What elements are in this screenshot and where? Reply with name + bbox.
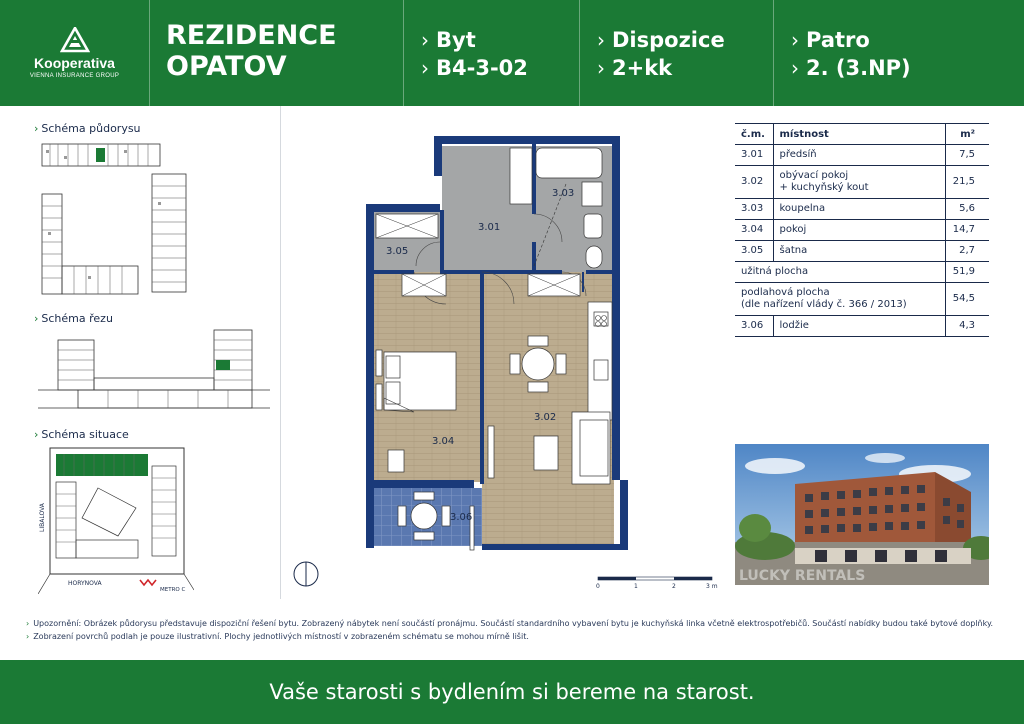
building-image [735,444,989,585]
schema-pudorys-label: › Schéma půdorysu [34,122,141,135]
table-header-row [735,124,989,145]
chevron-right-icon: › [26,632,30,641]
schema-rez-label: › Schéma řezu [34,312,113,325]
dispozice-label: Dispozice [612,28,725,52]
table-row-podlahova: podlahová plocha (dle nařízení vlády č. 366 / 2013) 54,5 [735,283,989,316]
photo-watermark: LUCKY RENTALS [739,568,866,584]
col-header-room: místnost [773,124,945,145]
patro-value: 2. (3.NP) [806,56,911,80]
room-label-302: 3.02 [534,412,557,423]
chevron-right-icon: › [791,56,799,80]
project-title [150,0,404,106]
logo-name: Kooperativa [34,55,115,71]
dispozice-info [580,0,774,106]
scale-1: 1 [634,583,638,590]
room-label-304: 3.04 [432,436,455,447]
chevron-right-icon: › [597,28,605,52]
chevron-right-icon: › [597,56,605,80]
col-header-area: m² [945,124,989,145]
floor-plan-drawing [282,106,732,599]
col-header-no: č.m. [735,124,773,145]
title-line2: OPATOV [166,51,287,82]
street-west-label: LIBALOVA [39,503,46,532]
footer [0,660,1024,724]
metro-icon [140,580,156,585]
site-schema [38,444,194,594]
chevron-right-icon: › [791,28,799,52]
room-label-301: 3.01 [478,222,501,233]
kooperativa-logo-icon [60,27,90,53]
schema-situace-label: › Schéma situace [34,428,129,441]
chevron-right-icon: › [34,428,39,441]
room-label-303: 3.03 [552,188,575,199]
room-label-305: 3.05 [386,246,409,257]
table-row: 3.03 koupelna 5,6 [735,199,989,220]
note-line-1: › Upozornění: Obrázek půdorysu představuje dispoziční řešení bytu. Zobrazený nábytek není součástí pronájmu. Součástí standardního vybavení bytu je kuchyňská linka včetně elektrospotřebičů. Součástí nabídky budou také bytové doplňky. [26,619,994,628]
scale-0: 0 [596,583,600,590]
table-row: 3.04 pokoj 14,7 [735,220,989,241]
header [0,0,1024,106]
patro-label: Patro [806,28,870,52]
table-row: 3.05 šatna 2,7 [735,241,989,262]
footer-slogan: Vaše starosti s bydlením si bereme na starost. [269,680,755,704]
logo-sub: VIENNA INSURANCE GROUP [29,73,120,79]
north-arrow-icon [294,562,318,586]
logo [0,0,150,106]
table-row: 3.06 lodžie 4,3 [735,316,989,337]
patro-info [774,0,1024,106]
scale-3: 3 m [706,583,718,590]
table-row-uzitna: užitná plocha 51,9 [735,262,989,283]
room-table [735,123,989,337]
byt-label: Byt [436,28,476,52]
floor-plan [282,106,732,599]
disclaimer-notes [26,617,1006,643]
chevron-right-icon: › [34,122,39,135]
scale-bar [596,577,718,590]
building-rendering [735,444,989,585]
chevron-right-icon: › [421,56,429,80]
scale-2: 2 [672,583,676,590]
byt-info [404,0,580,106]
metro-label: METRO C [160,587,186,593]
chevron-right-icon: › [34,312,39,325]
section-schema [38,328,270,414]
note-line-2: › Zobrazení povrchů podlah je pouze ilustrativní. Plochy jednotlivých místností v zobrazeném schématu se mohou mírně lišit. [26,632,529,641]
chevron-right-icon: › [421,28,429,52]
floor-schema [38,142,190,298]
street-south-label: HORYNOVA [68,580,102,587]
title-line1: REZIDENCE [166,20,337,51]
chevron-right-icon: › [26,619,30,628]
table-row: 3.02 obývací pokoj + kuchyňský kout 21,5 [735,166,989,199]
schema-column [0,106,281,599]
dispozice-value: 2+kk [612,56,673,80]
byt-value: B4-3-02 [436,56,528,80]
room-label-306: 3.06 [450,512,473,523]
table-row: 3.01 předsíň 7,5 [735,145,989,166]
